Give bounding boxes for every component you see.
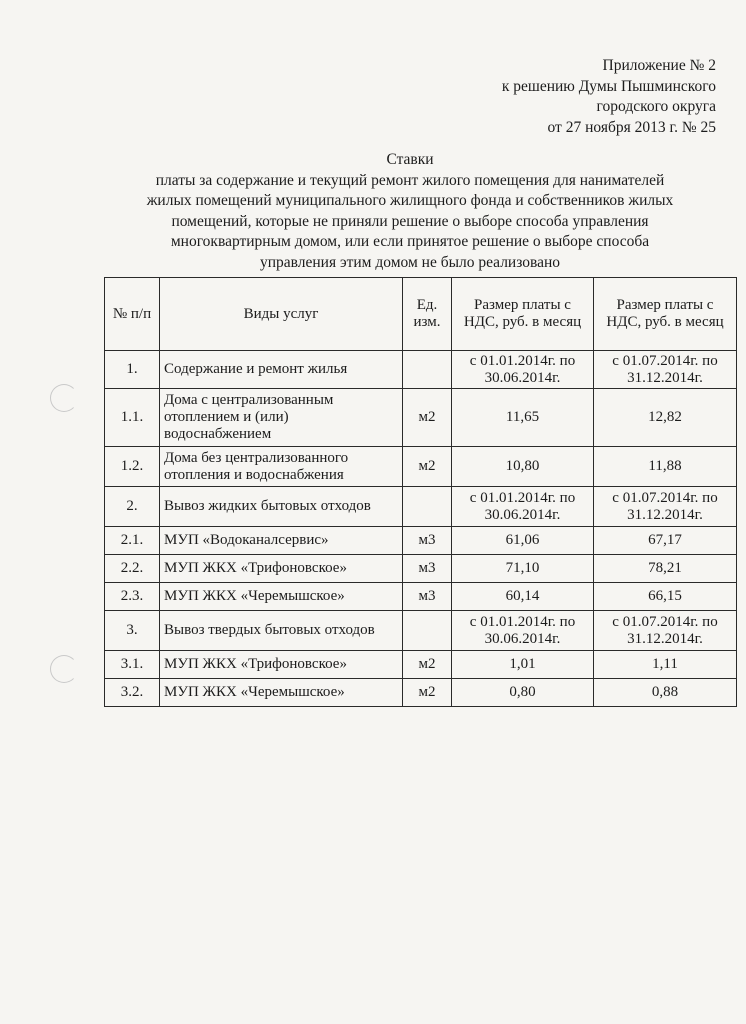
punch-hole-bottom <box>50 655 78 683</box>
title-line: помещений, которые не приняли решение о выборе способа управления <box>171 212 649 230</box>
title-line: многоквартирным домом, или если принятое решение о выборе способа <box>170 233 650 250</box>
annex-line: городского округа <box>596 98 716 115</box>
table-row <box>105 351 737 389</box>
row-value-1: 60,14 <box>452 583 594 611</box>
row-value-2: 12,82 <box>594 389 737 447</box>
table-row <box>105 527 737 555</box>
row-unit: м3 <box>403 527 452 555</box>
table-row <box>105 651 737 679</box>
row-unit <box>403 611 452 651</box>
table-row <box>105 487 737 527</box>
row-service: Дома без централизованного отопления и водоснабжения <box>160 447 403 487</box>
row-unit: м2 <box>403 447 452 487</box>
title-line: управления этим домом не было реализовано <box>259 253 561 271</box>
row-value-2: 78,21 <box>594 555 737 583</box>
row-value-1: 11,65 <box>452 389 594 447</box>
row-value-2: 1,11 <box>594 651 737 679</box>
table-row <box>105 447 737 487</box>
table-row <box>105 389 737 447</box>
row-unit: м2 <box>403 679 452 707</box>
row-service: Содержание и ремонт жилья <box>160 351 403 389</box>
row-unit: м3 <box>403 555 452 583</box>
table-row <box>105 583 737 611</box>
row-unit: м3 <box>403 583 452 611</box>
annex-line: Приложение № 2 <box>602 57 716 74</box>
table-row <box>105 679 737 707</box>
row-num: 2. <box>105 487 160 527</box>
row-value-1: с 01.01.2014г. по 30.06.2014г. <box>452 351 594 389</box>
annex-block <box>502 56 716 138</box>
row-value-2: 11,88 <box>594 447 737 487</box>
row-unit: м2 <box>403 651 452 679</box>
row-service: МУП ЖКХ «Черемышское» <box>160 583 403 611</box>
row-num: 1. <box>105 351 160 389</box>
table-row <box>105 611 737 651</box>
row-unit <box>403 487 452 527</box>
row-value-1: 10,80 <box>452 447 594 487</box>
punch-hole-top <box>50 384 78 412</box>
row-value-2: с 01.07.2014г. по 31.12.2014г. <box>594 487 737 527</box>
annex-line: к решению Думы Пышминского <box>501 77 716 95</box>
row-value-1: 1,01 <box>452 651 594 679</box>
header-num: № п/п <box>105 278 160 351</box>
table-row <box>105 555 737 583</box>
document-title <box>110 150 710 273</box>
row-value-2: 66,15 <box>594 583 737 611</box>
row-unit: м2 <box>403 389 452 447</box>
row-num: 2.2. <box>105 555 160 583</box>
rates-table <box>104 277 737 707</box>
row-value-2: 0,88 <box>594 679 737 707</box>
row-value-1: 61,06 <box>452 527 594 555</box>
row-num: 3.1. <box>105 651 160 679</box>
row-unit <box>403 351 452 389</box>
row-service: МУП ЖКХ «Черемышское» <box>160 679 403 707</box>
title-line: платы за содержание и текущий ремонт жилого помещения для нанимателей <box>155 171 665 189</box>
annex-line: от 27 ноября 2013 г. № 25 <box>547 118 716 136</box>
row-value-2: 67,17 <box>594 527 737 555</box>
row-service: МУП «Водоканалсервис» <box>160 527 403 555</box>
row-num: 3.2. <box>105 679 160 707</box>
row-value-2: с 01.07.2014г. по 31.12.2014г. <box>594 611 737 651</box>
row-value-2: с 01.07.2014г. по 31.12.2014г. <box>594 351 737 389</box>
row-num: 2.3. <box>105 583 160 611</box>
row-num: 1.1. <box>105 389 160 447</box>
title-heading: Ставки <box>386 151 434 168</box>
row-service: МУП ЖКХ «Трифоновское» <box>160 651 403 679</box>
row-value-1: с 01.01.2014г. по 30.06.2014г. <box>452 611 594 651</box>
row-num: 3. <box>105 611 160 651</box>
header-unit: Ед. изм. <box>403 278 452 351</box>
row-value-1: 71,10 <box>452 555 594 583</box>
row-value-1: 0,80 <box>452 679 594 707</box>
row-service: Дома с централизованным отоплением и (или) водоснабжением <box>160 389 403 447</box>
row-num: 1.2. <box>105 447 160 487</box>
header-service: Виды услуг <box>160 278 403 351</box>
title-line: жилых помещений муниципального жилищного фонда и собственников жилых <box>146 192 674 209</box>
row-value-1: с 01.01.2014г. по 30.06.2014г. <box>452 487 594 527</box>
row-service: Вывоз жидких бытовых отходов <box>160 487 403 527</box>
header-pay-2: Размер платы с НДС, руб. в месяц <box>594 278 737 351</box>
row-num: 2.1. <box>105 527 160 555</box>
row-service: Вывоз твердых бытовых отходов <box>160 611 403 651</box>
row-service: МУП ЖКХ «Трифоновское» <box>160 555 403 583</box>
table-header-row <box>105 278 737 351</box>
header-pay-1: Размер платы с НДС, руб. в месяц <box>452 278 594 351</box>
